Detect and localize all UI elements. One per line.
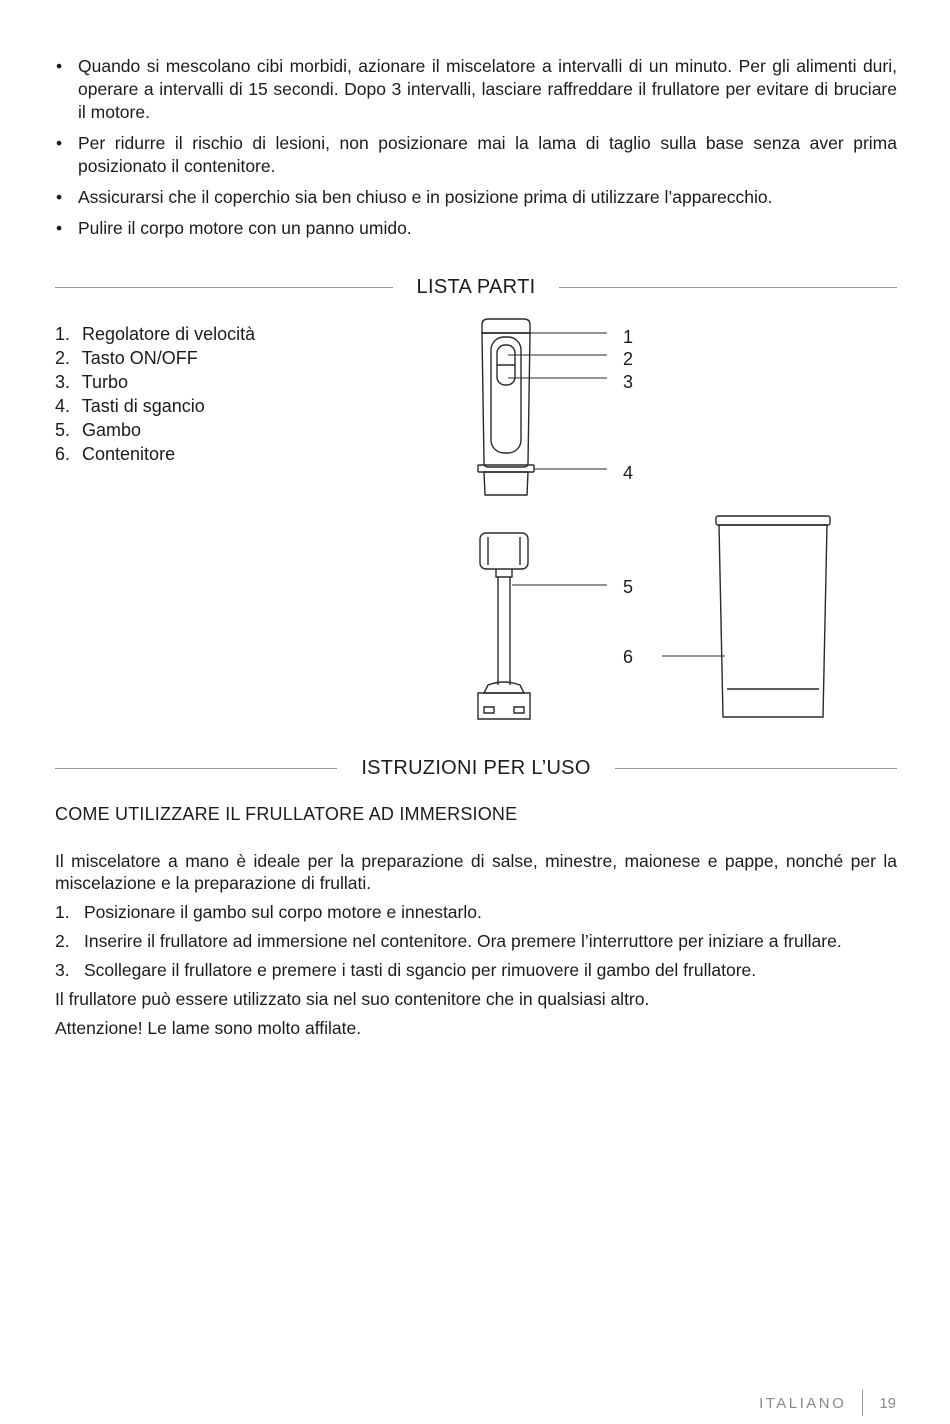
page-footer — [759, 1390, 896, 1416]
item-label: Tasto ON/OFF — [81, 348, 198, 368]
parts-section-title: LISTA PARTI — [416, 276, 536, 298]
item-label: Tasti di sgancio — [81, 396, 205, 416]
list-item — [55, 217, 897, 240]
footer-separator — [862, 1390, 863, 1416]
item-number: 5. — [55, 420, 71, 440]
list-item — [55, 959, 897, 981]
usage-body — [55, 850, 897, 1046]
page-number: 19 — [879, 1394, 896, 1412]
parts-section-header — [55, 276, 897, 299]
list-item — [55, 186, 897, 209]
callout-6: 6 — [623, 647, 634, 667]
safety-bullet-list — [55, 55, 897, 248]
list-item — [55, 442, 255, 466]
list-item — [55, 132, 897, 178]
bullet-text: Quando si mescolano cibi morbidi, azionare il miscelatore a intervalli di un minuto. Per gli alimenti duri, operare a intervalli di 15 secondi. Dopo 3 intervalli, lasciare raffreddare il frullatore per evitare di bruciare il motore. — [78, 56, 897, 122]
usage-subheading: COME UTILIZZARE IL FRULLATORE AD IMMERSIONE — [55, 804, 518, 824]
list-item — [55, 346, 255, 370]
divider-line — [615, 768, 897, 769]
item-number: 6. — [55, 444, 71, 464]
usage-section-header — [55, 757, 897, 780]
list-item — [55, 418, 255, 442]
item-number: 3. — [55, 372, 71, 392]
callout-3: 3 — [623, 372, 634, 392]
item-label: Gambo — [82, 420, 142, 440]
hand-blender-diagram — [460, 315, 860, 725]
list-item — [55, 901, 897, 923]
step-text: Posizionare il gambo sul corpo motore e innestarlo. — [84, 902, 482, 922]
usage-note: Il frullatore può essere utilizzato sia nel suo contenitore che in qualsiasi altro. — [55, 989, 650, 1009]
bullet-text: Assicurarsi che il coperchio sia ben chiuso e in posizione prima di utilizzare l’apparecchio. — [78, 187, 773, 207]
item-label: Contenitore — [82, 444, 176, 464]
shaft-illustration — [478, 533, 530, 719]
divider-line — [55, 287, 393, 288]
motor-body-illustration — [478, 319, 534, 495]
item-number: 1. — [55, 324, 71, 344]
step-text: Scollegare il frullatore e premere i tasti di sgancio per rimuovere il gambo del frullatore. — [84, 960, 757, 980]
usage-section-title: ISTRUZIONI PER L’USO — [361, 757, 591, 779]
usage-intro: Il miscelatore a mano è ideale per la preparazione di salse, minestre, maionese e pappe, nonché per la miscelazione e la preparazione di frullati. — [55, 851, 897, 893]
bullet-glyph: • — [56, 56, 63, 76]
bullet-glyph: • — [56, 133, 63, 153]
item-label: Turbo — [81, 372, 129, 392]
divider-line — [559, 287, 897, 288]
bullet-text: Pulire il corpo motore con un panno umido. — [78, 218, 412, 238]
item-number: 2. — [55, 348, 71, 368]
divider-line — [55, 768, 337, 769]
callout-4: 4 — [623, 463, 634, 483]
list-item — [55, 55, 897, 124]
bullet-glyph: • — [56, 187, 63, 207]
item-number: 4. — [55, 396, 71, 416]
callout-5: 5 — [623, 577, 634, 597]
step-text: Inserire il frullatore ad immersione nel contenitore. Ora premere l’interruttore per iniziare a frullare. — [84, 931, 842, 951]
list-item — [55, 394, 255, 418]
callout-2: 2 — [623, 349, 634, 369]
list-item — [55, 322, 255, 346]
beaker-illustration — [716, 516, 830, 717]
usage-warning: Attenzione! Le lame sono molto affilate. — [55, 1018, 362, 1038]
list-item — [55, 370, 255, 394]
step-number: 2. — [55, 931, 70, 951]
list-item — [55, 930, 897, 952]
callout-1: 1 — [623, 327, 634, 347]
usage-steps — [55, 901, 897, 981]
footer-language: ITALIANO — [759, 1394, 847, 1412]
step-number: 3. — [55, 960, 70, 980]
parts-list — [55, 322, 255, 466]
step-number: 1. — [55, 902, 70, 922]
bullet-text: Per ridurre il rischio di lesioni, non posizionare mai la lama di taglio sulla base senza aver prima posizionato il contenitore. — [78, 133, 897, 176]
item-label: Regolatore di velocità — [82, 324, 256, 344]
callout-leaders — [508, 333, 725, 656]
bullet-glyph: • — [56, 218, 63, 238]
